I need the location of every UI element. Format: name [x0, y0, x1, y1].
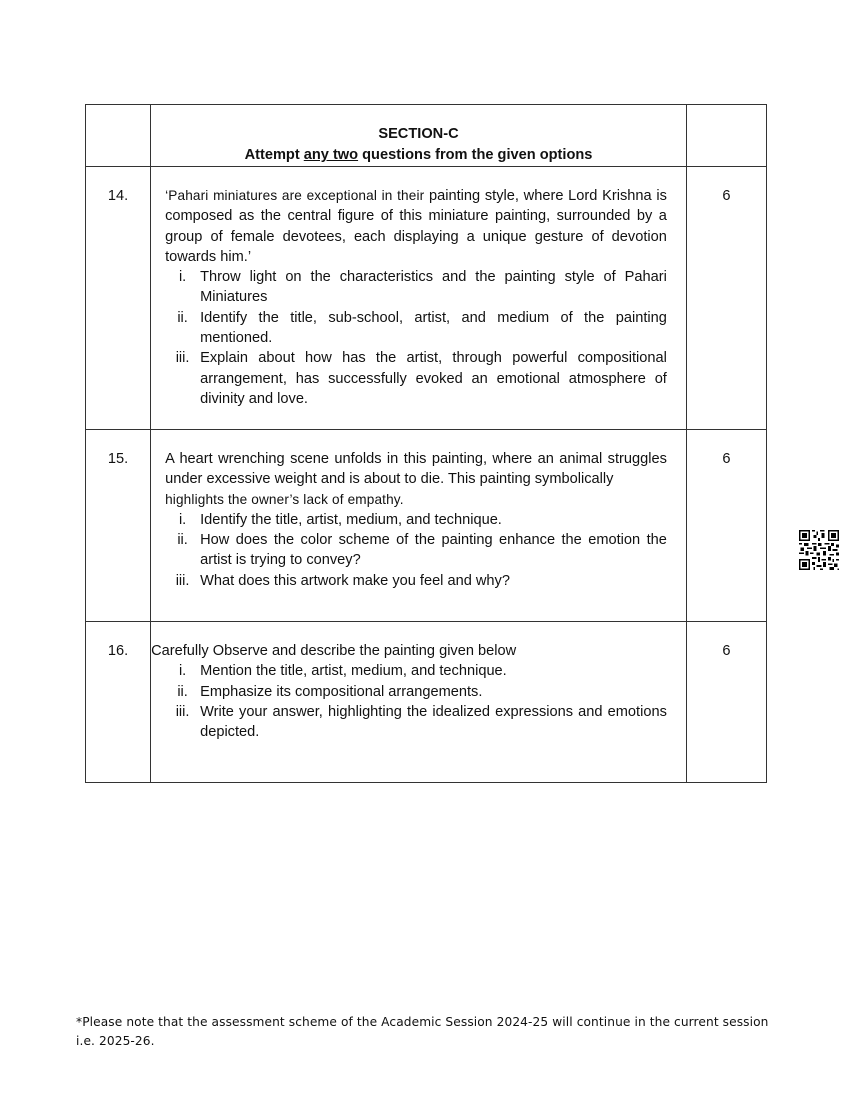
sub-question: [165, 571, 667, 591]
question-stem: [165, 449, 667, 510]
roman-numeral: ii.: [177, 309, 188, 326]
sub-question-text: Throw light on the characteristics and the painting style of Pahari Miniatures: [200, 269, 667, 306]
header-marks-cell: [686, 105, 766, 167]
roman-numeral: i.: [178, 663, 187, 680]
header-num-cell: [86, 105, 151, 167]
question-number: 14.: [86, 167, 151, 430]
instruction-pre: Attempt: [244, 147, 304, 163]
sub-question: [151, 682, 667, 702]
question-body: [151, 167, 687, 430]
roman-numeral: i.: [178, 511, 187, 528]
roman-numeral: iii.: [175, 572, 190, 589]
question-number: 15.: [86, 430, 151, 622]
stem-part: highlights the owner’s lack of empathy.: [165, 491, 404, 507]
question-row: [86, 430, 767, 622]
sub-question: [165, 308, 667, 349]
qr-code-icon: [799, 530, 839, 570]
roman-numeral: iii.: [175, 703, 190, 720]
sub-question: [165, 348, 667, 409]
stem-part: A heart wrenching scene unfolds in this painting, where an animal struggles under excessive weight and is about to die. This painting symbolically: [165, 451, 667, 488]
sub-question-list: [165, 267, 667, 409]
footer-note: *Please note that the assessment scheme of the Academic Session 2024-25 will continue in the current session i.e. 2025-26.: [76, 1015, 769, 1048]
section-header: [151, 105, 687, 167]
question-stem: Carefully Observe and describe the painting given below: [151, 643, 517, 659]
question-marks: 6: [686, 430, 766, 622]
sub-question-list: [151, 661, 667, 742]
sub-question-text: Write your answer, highlighting the idealized expressions and emotions depicted.: [200, 703, 667, 741]
stem-part: painting style, where Lord Krishna is composed as the central figure of this miniature painting, surrounded by a group of female devotees, each displaying a unique gesture of devotion towards him.’: [165, 188, 667, 265]
question-number: 16.: [86, 622, 151, 783]
sub-question-text: Identify the title, artist, medium, and technique.: [200, 511, 502, 528]
question-body: [151, 430, 687, 622]
question-stem: [165, 186, 667, 267]
question-body: [151, 622, 687, 783]
section-title: SECTION-C: [378, 126, 459, 142]
sub-question: [165, 530, 667, 571]
sub-question: [151, 702, 667, 743]
sub-question-text: Emphasize its compositional arrangements.: [200, 683, 483, 700]
section-instruction: [151, 145, 686, 166]
question-row: [86, 167, 767, 430]
question-marks: 6: [686, 167, 766, 430]
sub-question-text: Identify the title, sub-school, artist, and medium of the painting mentioned.: [200, 309, 667, 347]
roman-numeral: ii.: [177, 532, 188, 549]
instruction-post: questions from the given options: [358, 147, 593, 163]
question-marks: 6: [686, 622, 766, 783]
question-row: [86, 622, 767, 783]
roman-numeral: iii.: [175, 350, 190, 367]
question-table: [85, 104, 767, 783]
sub-question-list: [165, 510, 667, 591]
stem-part: ‘Pahari miniatures are exceptional in their: [165, 188, 425, 203]
sub-question-text: Mention the title, artist, medium, and technique.: [200, 663, 507, 680]
sub-question-text: What does this artwork make you feel and why?: [200, 572, 510, 589]
sub-question: [151, 661, 667, 681]
sub-question-text: How does the color scheme of the painting enhance the emotion the artist is trying to convey?: [200, 532, 667, 569]
sub-question: [165, 267, 667, 308]
roman-numeral: ii.: [177, 683, 188, 700]
instruction-emphasis: any two: [303, 147, 359, 163]
sub-question: [165, 510, 667, 530]
sub-question-text: Explain about how has the artist, through powerful compositional arrangement, has successfully evoked an emotional atmosphere of divinity and love.: [200, 350, 667, 407]
section-header-row: [86, 105, 767, 167]
roman-numeral: i.: [178, 269, 187, 286]
